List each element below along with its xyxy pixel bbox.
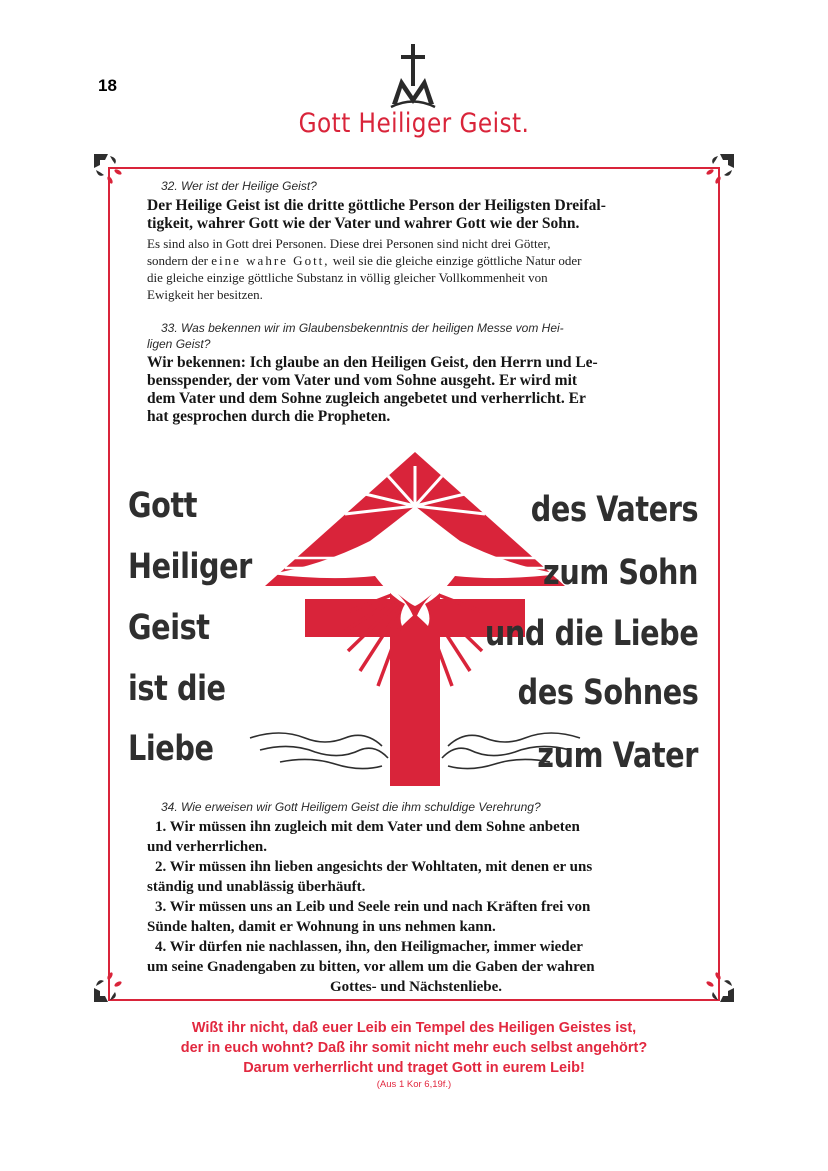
- illustration-left-word-1: Gott: [128, 486, 198, 526]
- list-item: [147, 938, 685, 996]
- explanation-32-line-1: Es sind also in Gott drei Personen. Diese drei Personen sind nicht drei Götter,: [147, 236, 551, 251]
- list-item-2-line-1: 2. Wir müssen ihn lieben angesichts der Wohltaten, mit denen er uns: [155, 859, 593, 875]
- quote-line-1: Wißt ihr nicht, daß euer Leib ein Tempel des Heiligen Geistes ist,: [191, 1020, 637, 1036]
- explanation-32-line-2: [147, 252, 685, 269]
- corner-ornament-top-left-icon: [88, 148, 128, 188]
- corner-ornament-top-right-icon: [700, 148, 740, 188]
- answer-33-line-3: dem Vater und dem Sohne zugleich angebetet und verherrlicht. Er: [147, 390, 586, 407]
- answer-32-line-1: Der Heilige Geist ist die dritte göttliche Person der Heiligsten Dreifal-: [147, 197, 606, 214]
- illustration-right-word-3: und die Liebe: [484, 614, 698, 654]
- answer-32-line-2: tigkeit, wahrer Gott wie der Vater und wahrer Gott wie der Sohn.: [147, 215, 580, 232]
- question-33-line-1: 33. Was bekennen wir im Glaubensbekenntnis der heiligen Messe vom Hei-: [161, 321, 564, 335]
- page-number: 18: [98, 76, 117, 95]
- section-32: [147, 178, 685, 303]
- explanation-32-emphasis: eine wahre Gott,: [211, 253, 330, 268]
- list-item-4-line-3: Gottes- und Nächstenliebe.: [329, 979, 503, 995]
- list-item: [147, 898, 685, 936]
- list-item-1-line-1: 1. Wir müssen ihn zugleich mit dem Vater und dem Sohne anbeten: [155, 819, 580, 835]
- cross-monogram-icon: [389, 44, 437, 110]
- list-item: [147, 818, 685, 856]
- answer-33-line-1: Wir bekennen: Ich glaube an den Heiligen Geist, den Herrn und Le-: [147, 354, 598, 371]
- list-item-4-line-1: 4. Wir dürfen nie nachlassen, ihn, den Heiligmacher, immer wieder: [155, 939, 583, 955]
- explanation-32-pre: sondern der: [147, 253, 209, 268]
- page-title: Gott Heiliger Geist.: [298, 108, 530, 139]
- quote-line-2: der in euch wohnt? Daß ihr somit nicht mehr euch selbst angehört?: [180, 1040, 648, 1056]
- illustration-right-word-2: zum Sohn: [542, 553, 698, 593]
- explanation-32-post: weil sie die gleiche einzige göttliche Natur oder: [332, 253, 582, 268]
- holy-spirit-illustration: [120, 446, 710, 801]
- answer-33-line-4: hat gesprochen durch die Propheten.: [147, 408, 391, 425]
- list-item-1-line-2: und verherrlichen.: [147, 839, 267, 855]
- question-33-line-2: ligen Geist?: [147, 337, 211, 351]
- list-item-2-line-2: ständig und unablässig überhäuft.: [147, 879, 366, 895]
- list-item-3-line-2: Sünde halten, damit er Wohnung in uns nehmen kann.: [147, 919, 496, 935]
- illustration-right-word-5: zum Vater: [537, 736, 698, 776]
- illustration-left-word-3: Geist: [128, 608, 210, 648]
- illustration-left-word-5: Liebe: [128, 729, 214, 769]
- list-item: [147, 858, 685, 896]
- quote-reference: (Aus 1 Kor 6,19f.): [376, 1079, 452, 1090]
- question-32: 32. Wer ist der Heilige Geist?: [161, 179, 317, 193]
- illustration-left-word-2: Heiliger: [128, 547, 252, 587]
- question-34: 34. Wie erweisen wir Gott Heiligem Geist die ihm schuldige Verehrung?: [161, 800, 541, 814]
- illustration-right-word-4: des Sohnes: [517, 673, 698, 713]
- corner-ornament-bottom-right-icon: [700, 968, 740, 1008]
- list-item-3-line-1: 3. Wir müssen uns an Leib und Seele rein und nach Kräften frei von: [155, 899, 591, 915]
- section-33: [147, 320, 685, 426]
- explanation-32-line-3: die gleiche einzige göttliche Substanz in völlig gleicher Vollkommenheit von: [147, 270, 548, 285]
- bible-quote: [0, 1018, 828, 1091]
- explanation-32-line-4: Ewigkeit her besitzen.: [147, 287, 263, 302]
- answer-33-line-2: bensspender, der vom Vater und vom Sohne ausgeht. Er wird mit: [147, 372, 578, 389]
- list-item-4-line-2: um seine Gnadengaben zu bitten, vor allem um die Gaben der wahren: [147, 959, 595, 975]
- illustration-left-word-4: ist die: [128, 669, 226, 709]
- quote-line-3: Darum verherrlicht und traget Gott in eurem Leib!: [243, 1060, 585, 1076]
- corner-ornament-bottom-left-icon: [88, 968, 128, 1008]
- section-34: [147, 799, 685, 998]
- illustration-right-word-1: des Vaters: [530, 490, 698, 530]
